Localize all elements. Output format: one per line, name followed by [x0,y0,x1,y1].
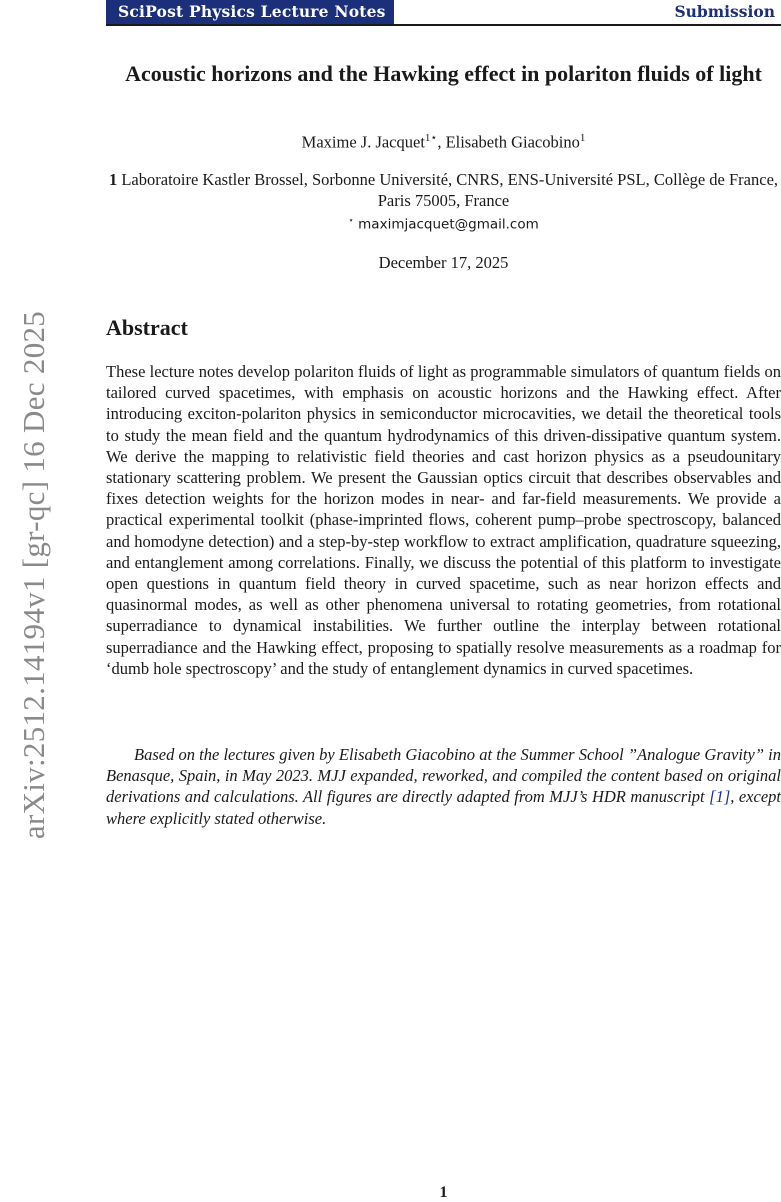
paper-date: December 17, 2025 [378,253,509,272]
note-text-end: , except where explicitly stated otherwise. [106,787,781,828]
submission-label: Submission [674,2,775,21]
author-name: Maxime J. Jacquet [301,132,425,152]
lecture-note [106,744,781,829]
paper-title: Acoustic horizons and the Hawking effect in polariton fluids of light [125,61,762,86]
affiliation-number: 1 [108,170,118,189]
note-text: Based on the lectures given by Elisabeth Giacobino at the Summer School ”Analogue Gravity” in Benasque, Spain, in May 2023. MJJ expanded, reworked, and compiled the content based on original derivations and calculations. All figures are directly adapted from MJJ’s HDR manuscript [106,745,781,807]
abstract-heading: Abstract [106,315,188,340]
author-name: Elisabeth Giacobino [445,132,580,152]
affiliation [106,169,781,211]
email-mark: ⋆ [348,216,354,226]
author-affiliation-mark: 1⋆ [424,132,438,144]
author-separator: , [437,132,446,152]
journal-name: SciPost Physics Lecture Notes [106,0,394,24]
email-address[interactable]: maximjacquet@gmail.com [358,216,539,233]
abstract-text: These lecture notes develop polariton fluids of light as programmable simulators of quantum fields on tailored curved spacetimes, with emphasis on acoustic horizons and the Hawking effect. After introducing exciton-polariton physics in semiconductor microcavities, we detail the theoretical tools to study the mean field and the quantum hydrodynamics of this driven-dissipative quantum system. We derive the mapping to relativistic field theories and cast horizon physics as a pseudounitary stationary scattering problem. We present the Gaussian optics circuit that describes observables and fixes detection weights for the horizon modes in near- and far-field measurements. We provide a practical experimental toolkit (phase-imprinted flows, coherent pump–probe spectroscopy, balanced and homodyne detection) and a step-by-step workflow to extract amplification, quadrature squeezing, and entanglement among correlations. Finally, we discuss the potential of this platform to investigate open questions in quantum field theory in curved spacetime, such as near horizon effects and quasinormal modes, as well as other phenomena universal to rotating geometries, from rotational superradiance to dynamical instabilities. We further outline the interplay between rotational superradiance and the Hawking effect, proposing to spatially resolve measurements as a roadmap for ‘dumb hole spectroscopy’ and the study of entanglement dynamics in curved spacetimes. [106,362,781,678]
page-header [106,0,781,26]
corresponding-email[interactable] [106,212,781,234]
page-number: 1 [439,1184,448,1201]
citation-link[interactable] [709,787,730,806]
citation-bracket-close: ] [723,787,731,807]
affiliation-text: Laboratoire Kastler Brossel, Sorbonne Université, CNRS, ENS-Université PSL, Collège de France, Paris 75005, France [121,170,779,210]
author-list [106,128,781,153]
citation-number: 1 [715,787,724,807]
arxiv-identifier[interactable]: arXiv:2512.14194v1 [gr-qc] 16 Dec 2025 [16,310,51,840]
citation-bracket-open: [ [709,787,716,807]
author-affiliation-mark: 1 [579,132,586,144]
